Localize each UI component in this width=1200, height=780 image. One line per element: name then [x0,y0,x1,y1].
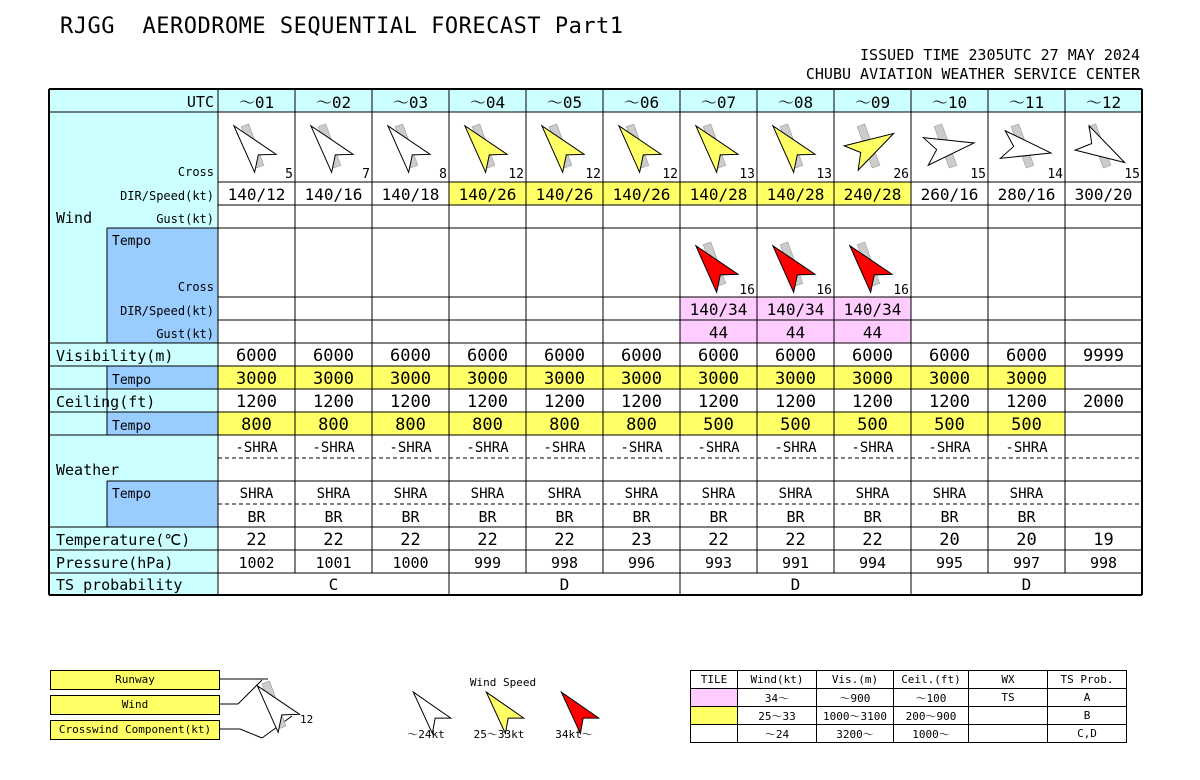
pressure-value: 999 [473,554,502,572]
crosswind-value: 26 [893,167,909,182]
legend-leader-line [238,680,262,704]
issued-time: ISSUED TIME 2305UTC 27 MAY 2024 [860,46,1140,64]
weather-tempo-value: BR [940,508,959,526]
temperature-value: 20 [1016,530,1037,550]
visibility-tempo-value: 3000 [467,369,508,389]
utc-label: UTC [186,93,214,111]
pressure-value: 998 [1089,554,1118,572]
ceiling-tempo-value: 500 [703,415,734,435]
ceiling-value: 1200 [852,392,893,412]
utc-hour: ～05 [546,93,583,112]
tile-cell: C,D [1048,725,1127,743]
weather-value: -SHRA [620,440,663,456]
tile-cell: TS [969,689,1048,707]
utc-hour: ～07 [700,93,737,112]
tile-cell: 200～900 [894,707,969,725]
utc-hour: ～02 [315,93,352,112]
legend-wind-arrow [247,677,300,733]
tile-header: TS Prob. [1048,671,1127,689]
tile-row [691,707,1127,725]
tempo-cross-label: Cross [177,280,214,294]
legend-wind-label: Wind [50,695,220,715]
wind-arrow-shape [247,677,300,733]
temperature-value: 19 [1093,530,1114,550]
wind-dir-speed: 300/20 [1074,185,1133,204]
tile-cell: ～24 [738,725,817,743]
crosswind-value: 5 [285,167,293,182]
wind-dir-speed: 140/16 [304,185,363,204]
visibility-tempo-value: 3000 [698,369,739,389]
weather-tempo-value: SHRA [393,486,428,502]
wind-dir-speed: 140/18 [381,185,440,204]
utc-hour: ～09 [854,93,891,112]
legend-speed-label: ～24kt [407,728,445,741]
weather-tempo-value: BR [863,508,882,526]
weather-tempo-value: BR [786,508,805,526]
pressure-label: Pressure(hPa) [56,554,174,572]
ceiling-tempo-value: 500 [934,415,965,435]
weather-value: -SHRA [774,440,817,456]
visibility-value: 6000 [698,346,739,366]
visibility-value: 6000 [236,346,277,366]
tempo-wind-dir-speed: 140/34 [766,300,825,319]
tile-cell [969,725,1048,743]
temperature-value: 23 [631,530,652,550]
weather-tempo-value: SHRA [778,486,813,502]
tempo-dir-speed-label: DIR/Speed(kt) [120,304,214,318]
weather-value: -SHRA [697,440,740,456]
tile-cell: 3200～ [817,725,894,743]
wx-tempo-label: Tempo [112,487,152,502]
wind-dir-speed: 140/28 [766,185,825,204]
crosswind-value: 12 [508,167,524,182]
tile-header: TILE [691,671,738,689]
weather-tempo-value: SHRA [932,486,967,502]
tile-header: Ceil.(ft) [894,671,969,689]
tempo-gust-label: Gust(kt) [156,327,214,341]
ceiling-tempo-value: 800 [395,415,426,435]
pressure-value: 1001 [315,554,352,572]
pressure-value: 998 [550,554,579,572]
dir-speed-label: DIR/Speed(kt) [120,189,214,203]
weather-tempo-value: SHRA [1009,486,1044,502]
crosswind-value: 15 [970,167,986,182]
ceiling-tempo-value: 800 [241,415,272,435]
visibility-tempo-value: 3000 [236,369,277,389]
ceiling-value: 1200 [698,392,739,412]
temperature-value: 22 [785,530,806,550]
legend-wind-speed-title: Wind Speed [469,676,537,689]
weather-value: -SHRA [466,440,509,456]
temperature-value: 22 [862,530,883,550]
visibility-value: 6000 [775,346,816,366]
vis-tempo-label: Tempo [112,373,152,388]
tile-swatch [691,725,738,743]
tile-row [691,725,1127,743]
wind-arrow-shape [477,684,524,733]
visibility-value: 6000 [621,346,662,366]
visibility-value: 6000 [1006,346,1047,366]
ceiling-tempo-value: 500 [857,415,888,435]
ceiling-tempo-value: 500 [1011,415,1042,435]
weather-tempo-value: SHRA [701,486,736,502]
visibility-tempo-value: 3000 [929,369,970,389]
tile-swatch [691,707,738,725]
weather-tempo-value: BR [632,508,651,526]
ceiling-tempo-value: 800 [626,415,657,435]
ts-probability-value: D [559,575,570,594]
utc-hour: ～03 [392,93,429,112]
ceiling-value: 1200 [775,392,816,412]
visibility-tempo-value: 3000 [544,369,585,389]
wind-dir-speed: 280/16 [997,185,1056,204]
tile-legend-table [690,670,1127,743]
crosswind-value: 8 [439,167,447,182]
ceiling-value: 1200 [544,392,585,412]
ceiling-value: 1200 [390,392,431,412]
ceiling-label: Ceiling(ft) [56,393,156,411]
tile-cell: A [1048,689,1127,707]
wind-dir-speed: 260/16 [920,185,979,204]
temperature-value: 22 [477,530,498,550]
legend-speed-label: 34kt～ [555,728,593,741]
temperature-value: 22 [323,530,344,550]
ceiling-tempo-value: 800 [318,415,349,435]
visibility-tempo-value: 3000 [775,369,816,389]
weather-tempo-value: SHRA [316,486,351,502]
visibility-tempo-value: 3000 [621,369,662,389]
legend-crosswind-example: 12 [300,713,314,726]
ceiling-value: 2000 [1083,392,1124,412]
tile-swatch [691,689,738,707]
visibility-value: 6000 [467,346,508,366]
weather-tempo-value: SHRA [239,486,274,502]
ts-probability-value: C [328,575,339,594]
utc-hour: ～06 [623,93,660,112]
legend-speed-arrow [404,684,451,733]
tile-header: WX [969,671,1048,689]
wind-dir-speed: 140/26 [458,185,517,204]
weather-value: -SHRA [389,440,432,456]
weather-value: -SHRA [928,440,971,456]
ceil-tempo-label: Tempo [112,419,152,434]
legend-speed-label: 25～33kt [473,728,525,741]
visibility-value: 6000 [852,346,893,366]
ceiling-value: 1200 [1006,392,1047,412]
temperature-label: Temperature(℃) [56,531,191,549]
tile-cell [969,707,1048,725]
ceiling-tempo-value: 800 [549,415,580,435]
tempo-crosswind-value: 16 [739,283,755,298]
weather-label: Weather [56,461,120,479]
weather-tempo-value: SHRA [470,486,505,502]
ceiling-value: 1200 [621,392,662,412]
weather-tempo-value: BR [401,508,420,526]
wind-tempo-label: Tempo [112,234,152,249]
weather-value: -SHRA [851,440,894,456]
wind-dir-speed: 240/28 [843,185,902,204]
utc-hour: ～04 [469,93,506,112]
crosswind-value: 7 [362,167,370,182]
wind-dir-speed: 140/26 [612,185,671,204]
temperature-value: 20 [939,530,960,550]
weather-tempo-value: BR [324,508,343,526]
weather-tempo-value: BR [555,508,574,526]
weather-value: -SHRA [1005,440,1048,456]
crosswind-value: 12 [662,167,678,182]
wind-dir-speed: 140/26 [535,185,594,204]
crosswind-value: 13 [739,167,755,182]
weather-tempo-value: BR [478,508,497,526]
crosswind-value: 12 [585,167,601,182]
temperature-value: 22 [554,530,575,550]
temperature-value: 22 [400,530,421,550]
page-title: RJGG AERODROME SEQUENTIAL FORECAST Part1 [60,14,624,39]
ceiling-value: 1200 [929,392,970,412]
ts-probability-value: D [790,575,801,594]
ts-probability-value: D [1021,575,1032,594]
tile-header: Vis.(m) [817,671,894,689]
pressure-value: 1000 [392,554,429,572]
weather-value: -SHRA [543,440,586,456]
weather-value: -SHRA [312,440,355,456]
pressure-value: 1002 [238,554,275,572]
ts-probability-label: TS probability [56,576,183,594]
tile-cell: ～100 [894,689,969,707]
temperature-value: 22 [246,530,267,550]
weather-tempo-value: SHRA [624,486,659,502]
weather-tempo-value: BR [1017,508,1036,526]
visibility-tempo-value: 3000 [390,369,431,389]
crosswind-value: 14 [1047,167,1063,182]
wind-arrow-shape [404,684,451,733]
weather-value: -SHRA [235,440,278,456]
pressure-value: 995 [935,554,964,572]
cross-label: Cross [177,165,214,179]
utc-hour: ～11 [1008,93,1045,112]
visibility-tempo-value: 3000 [852,369,893,389]
weather-tempo-value: SHRA [547,486,582,502]
tempo-wind-dir-speed: 140/34 [689,300,748,319]
tile-cell: ～900 [817,689,894,707]
pressure-value: 996 [627,554,656,572]
wind-dir-speed: 140/28 [689,185,748,204]
utc-hour: ～10 [931,93,968,112]
visibility-tempo-value: 3000 [313,369,354,389]
tempo-wind-dir-speed: 140/34 [843,300,902,319]
legend-speed-arrow [552,684,599,733]
tile-row [691,689,1127,707]
weather-tempo-value: BR [709,508,728,526]
visibility-label: Visibility(m) [56,347,174,365]
legend-speed-arrow [477,684,524,733]
utc-hour: ～08 [777,93,814,112]
ceiling-tempo-value: 500 [780,415,811,435]
visibility-value: 6000 [544,346,585,366]
tile-cell: 1000～3100 [817,707,894,725]
visibility-value: 9999 [1083,346,1124,366]
ceiling-value: 1200 [467,392,508,412]
tempo-crosswind-value: 16 [816,283,832,298]
wind-dir-speed: 140/12 [227,185,286,204]
tempo-gust-value: 44 [785,323,806,342]
utc-hour: ～12 [1085,93,1122,112]
tempo-crosswind-value: 16 [893,283,909,298]
weather-tempo-value: BR [247,508,266,526]
tile-cell: 34～ [738,689,817,707]
wind-arrow-shape [552,684,599,733]
pressure-value: 997 [1012,554,1041,572]
tile-cell: B [1048,707,1127,725]
utc-hour: ～01 [238,93,275,112]
pressure-value: 994 [858,554,887,572]
ceiling-tempo-value: 800 [472,415,503,435]
tile-header: Wind(kt) [738,671,817,689]
weather-tempo-value: SHRA [855,486,890,502]
pressure-value: 993 [704,554,733,572]
pressure-value: 991 [781,554,810,572]
crosswind-value: 13 [816,167,832,182]
tile-cell: 25～33 [738,707,817,725]
legend-crosswind-label: Crosswind Component(kt) [50,720,220,740]
legend-runway-label: Runway [50,670,220,690]
visibility-value: 6000 [313,346,354,366]
visibility-tempo-value: 3000 [1006,369,1047,389]
tempo-gust-value: 44 [708,323,729,342]
gust-label: Gust(kt) [156,212,214,226]
issuing-center: CHUBU AVIATION WEATHER SERVICE CENTER [805,65,1140,83]
tile-cell: 1000～ [894,725,969,743]
legend-leader-line [240,729,262,738]
ceiling-value: 1200 [313,392,354,412]
wind-label: Wind [56,209,93,227]
ceiling-value: 1200 [236,392,277,412]
crosswind-value: 15 [1124,167,1140,182]
tile-header-row [691,671,1127,689]
visibility-value: 6000 [929,346,970,366]
temperature-value: 22 [708,530,729,550]
visibility-value: 6000 [390,346,431,366]
tempo-gust-value: 44 [862,323,883,342]
